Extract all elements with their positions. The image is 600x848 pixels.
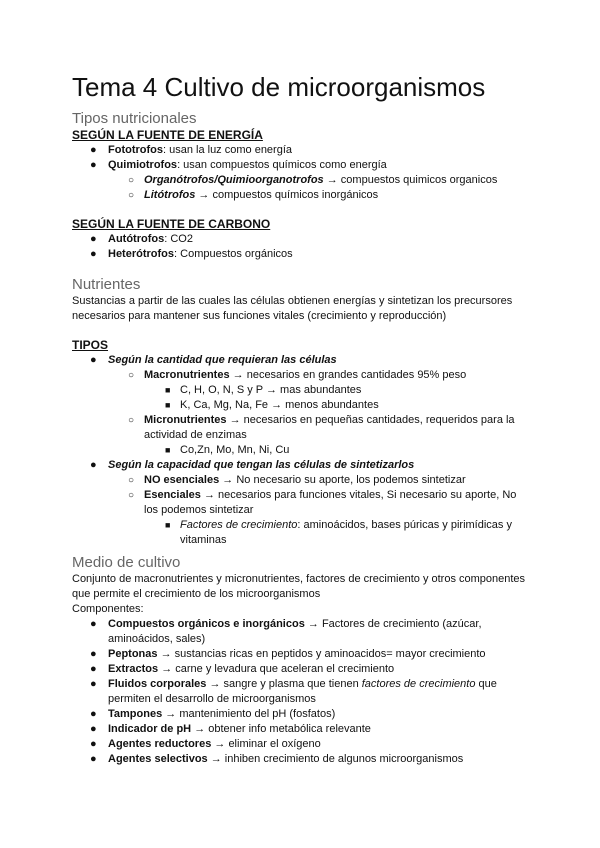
bullet-icon: ○ bbox=[128, 190, 135, 201]
arrow-icon: → bbox=[194, 723, 206, 735]
text: compuestos quimicos organicos bbox=[340, 174, 498, 186]
term: NO esenciales bbox=[144, 474, 220, 486]
list-item bbox=[72, 617, 532, 647]
text: : CO2 bbox=[164, 233, 193, 245]
text: : usan la luz como energía bbox=[162, 144, 293, 156]
section-heading-medio-cultivo: Medio de cultivo bbox=[72, 554, 181, 571]
term: Extractos bbox=[108, 663, 159, 675]
arrow-icon: → bbox=[209, 678, 221, 690]
list-item bbox=[72, 488, 532, 518]
term: Quimiotrofos bbox=[108, 159, 178, 171]
term: Según la capacidad que tengan las células de sintetizarlos bbox=[108, 459, 415, 471]
list-item bbox=[72, 662, 532, 677]
bullet-icon: ○ bbox=[128, 475, 135, 486]
list-item bbox=[72, 247, 532, 262]
bullet-icon: ○ bbox=[128, 490, 135, 501]
bullet-icon: ● bbox=[90, 354, 97, 366]
term: Organótrofos/Quimioorganotrofos bbox=[144, 174, 324, 186]
arrow-icon: → bbox=[229, 414, 241, 426]
paragraph-medio: Conjunto de macronutrientes y micronutrientes, factores de crecimiento y otros componentes que permite el crecimiento de los microorganismos bbox=[72, 573, 526, 600]
document-page bbox=[72, 70, 532, 767]
bullet-icon: ● bbox=[90, 144, 97, 156]
text: obtener info metabólica relevante bbox=[208, 723, 371, 735]
list-item bbox=[72, 232, 532, 247]
bullet-icon: ● bbox=[90, 233, 97, 245]
bullet-icon: ● bbox=[90, 738, 97, 750]
bullet-icon: ● bbox=[90, 723, 97, 735]
text: No necesario su aporte, los podemos sintetizar bbox=[236, 474, 466, 486]
bullet-icon: ■ bbox=[165, 520, 171, 530]
term: Indicador de pH bbox=[108, 723, 192, 735]
list-item bbox=[72, 413, 532, 443]
text: compuestos químicos inorgánicos bbox=[212, 189, 379, 201]
arrow-icon: → bbox=[222, 474, 234, 486]
bullet-icon: ■ bbox=[165, 400, 171, 410]
text: : Compuestos orgánicos bbox=[174, 248, 293, 260]
text: K, Ca, Mg, Na, Fe → menos abundantes bbox=[180, 399, 379, 411]
term: Compuestos orgánicos e inorgánicos bbox=[108, 618, 305, 630]
list-carbono bbox=[72, 232, 532, 262]
term: Factores de crecimiento bbox=[180, 519, 298, 531]
bullet-icon: ● bbox=[90, 248, 97, 260]
section-heading-tipos-nutricionales: Tipos nutricionales bbox=[72, 110, 197, 127]
list-item bbox=[72, 677, 532, 707]
paragraph-nutrientes: Sustancias a partir de las cuales las células obtienen energías y sintetizan los precursores necesarios para mantener sus funciones vitales (crecimiento y reproducción) bbox=[72, 295, 513, 322]
bullet-icon: ● bbox=[90, 618, 97, 630]
text: : aminoácidos, bases púricas y pirimídicas y vitaminas bbox=[180, 519, 512, 546]
term: Fluidos corporales bbox=[108, 678, 207, 690]
bullet-icon: ● bbox=[90, 708, 97, 720]
list-energia bbox=[72, 143, 532, 203]
list-item bbox=[72, 158, 532, 173]
term: Agentes selectivos bbox=[108, 753, 208, 765]
arrow-icon: → bbox=[203, 489, 215, 501]
list-item bbox=[72, 707, 532, 722]
arrow-icon: → bbox=[210, 753, 222, 765]
term: Tampones bbox=[108, 708, 163, 720]
arrow-icon: → bbox=[214, 738, 226, 750]
arrow-icon: → bbox=[161, 663, 173, 675]
bullet-icon: ● bbox=[90, 663, 97, 675]
term: Autótrofos bbox=[108, 233, 165, 245]
term: Litótrofos bbox=[144, 189, 196, 201]
term: Micronutrientes bbox=[144, 414, 227, 426]
subheading-tipos: TIPOS bbox=[72, 338, 109, 352]
text: necesarios en pequeñas cantidades, requeridos para la actividad de enzimas bbox=[144, 414, 515, 441]
arrow-icon: → bbox=[160, 648, 172, 660]
term: Macronutrientes bbox=[144, 369, 230, 381]
bullet-icon: ○ bbox=[128, 175, 135, 186]
text: mantenimiento del pH (fosfatos) bbox=[179, 708, 336, 720]
text: sangre y plasma que tienen bbox=[223, 678, 362, 690]
list-item bbox=[72, 473, 532, 488]
list-item bbox=[72, 398, 532, 413]
list-item bbox=[72, 737, 532, 752]
term: Fototrofos bbox=[108, 144, 163, 156]
list-item bbox=[72, 647, 532, 662]
text: necesarios en grandes cantidades 95% peso bbox=[246, 369, 467, 381]
text: : usan compuestos químicos como energía bbox=[177, 159, 387, 171]
bullet-icon: ● bbox=[90, 159, 97, 171]
bullet-icon: ● bbox=[90, 678, 97, 690]
list-item bbox=[72, 383, 532, 398]
list-item bbox=[72, 518, 532, 548]
text: C, H, O, N, S y P → mas abundantes bbox=[180, 384, 362, 396]
page-title: Tema 4 Cultivo de microorganismos bbox=[72, 72, 486, 102]
arrow-icon: → bbox=[307, 618, 319, 630]
arrow-icon: → bbox=[232, 369, 244, 381]
italic-text: factores de crecimiento bbox=[361, 678, 476, 690]
text: eliminar el oxígeno bbox=[228, 738, 321, 750]
bullet-icon: ● bbox=[90, 648, 97, 660]
text-tail: que permiten el desarrollo de microorganismos bbox=[108, 678, 497, 705]
section-heading-nutrientes: Nutrientes bbox=[72, 276, 141, 293]
term: Peptonas bbox=[108, 648, 158, 660]
arrow-icon: → bbox=[326, 174, 338, 186]
bullet-icon: ■ bbox=[165, 385, 171, 395]
list-tipos bbox=[72, 353, 532, 548]
list-item bbox=[72, 143, 532, 158]
bullet-icon: ○ bbox=[128, 370, 135, 381]
list-componentes bbox=[72, 617, 532, 767]
list-item bbox=[72, 722, 532, 737]
list-item bbox=[72, 173, 532, 188]
list-item bbox=[72, 188, 532, 203]
list-item bbox=[72, 458, 532, 473]
bullet-icon: ● bbox=[90, 459, 97, 471]
text: Co,Zn, Mo, Mn, Ni, Cu bbox=[180, 444, 290, 456]
subheading-fuente-carbono: SEGÚN LA FUENTE DE CARBONO bbox=[72, 217, 271, 231]
term: Heterótrofos bbox=[108, 248, 175, 260]
term: Agentes reductores bbox=[108, 738, 212, 750]
list-item bbox=[72, 752, 532, 767]
list-item bbox=[72, 368, 532, 383]
arrow-icon: → bbox=[198, 189, 210, 201]
subheading-fuente-energia: SEGÚN LA FUENTE DE ENERGÍA bbox=[72, 128, 263, 142]
text: carne y levadura que aceleran el crecimiento bbox=[175, 663, 395, 675]
text: Factores de crecimiento (azúcar, aminoácidos, sales) bbox=[108, 618, 482, 645]
bullet-icon: ○ bbox=[128, 415, 135, 426]
text: inhiben crecimiento de algunos microorganismos bbox=[224, 753, 464, 765]
list-item bbox=[72, 443, 532, 458]
term: Esenciales bbox=[144, 489, 201, 501]
bullet-icon: ■ bbox=[165, 445, 171, 455]
list-item bbox=[72, 353, 532, 368]
term: Según la cantidad que requieran las células bbox=[108, 354, 337, 366]
text: necesarios para funciones vitales, Si necesario su aporte, No los podemos sintetizar bbox=[144, 489, 517, 516]
bullet-icon: ● bbox=[90, 753, 97, 765]
text: sustancias ricas en peptidos y aminoacidos= mayor crecimiento bbox=[174, 648, 486, 660]
componentes-label: Componentes: bbox=[72, 603, 144, 615]
arrow-icon: → bbox=[165, 708, 177, 720]
